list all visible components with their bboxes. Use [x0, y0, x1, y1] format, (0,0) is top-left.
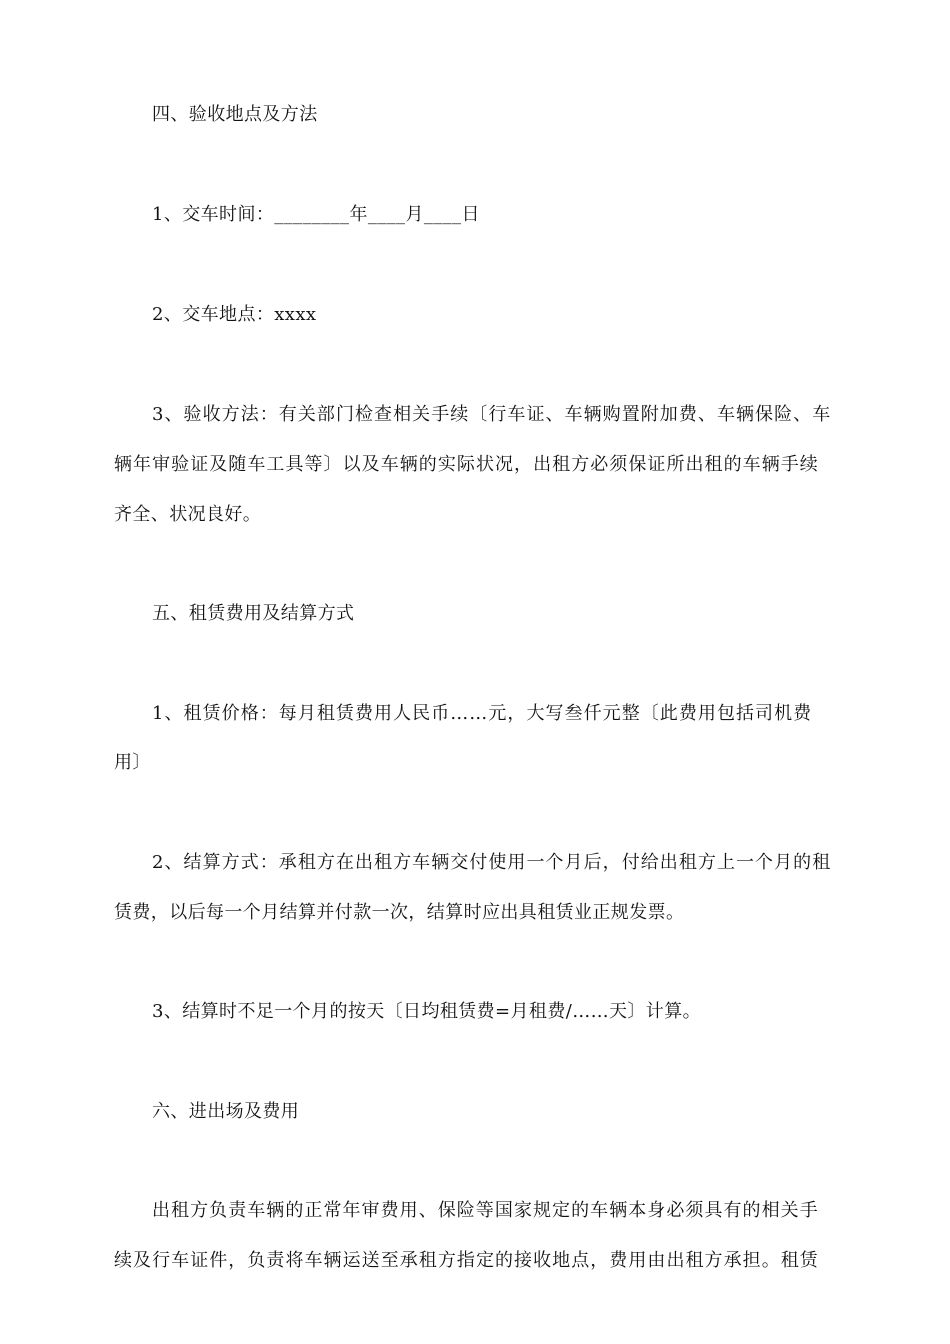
paragraph-line: 3、验收方法：有关部门检查相关手续〔行车证、车辆购置附加费、车辆保险、车	[152, 404, 832, 425]
paragraph-line: 1、租赁价格：每月租赁费用人民币……元，大写叁仟元整〔此费用包括司机费	[152, 703, 813, 724]
paragraph-line: 齐全、状况良好。	[114, 504, 262, 525]
paragraph-line: 辆年审验证及随车工具等〕以及车辆的实际状况，出租方必须保证所出租的车辆手续	[114, 454, 819, 475]
paragraph-line: 用〕	[114, 752, 151, 773]
paragraph: 1、交车时间：________年____月____日	[152, 204, 480, 225]
section-heading: 五、租赁费用及结算方式	[152, 603, 355, 624]
paragraph: 3、结算时不足一个月的按天〔日均租赁费=月租费/……天〕计算。	[152, 1001, 701, 1022]
paragraph-line: 出租方负责车辆的正常年审费用、保险等国家规定的车辆本身必须具有的相关手	[152, 1200, 819, 1221]
paragraph-line: 2、结算方式：承租方在出租方车辆交付使用一个月后，付给出租方上一个月的租	[152, 852, 832, 873]
paragraph-line: 续及行车证件，负责将车辆运送至承租方指定的接收地点，费用由出租方承担。租赁	[114, 1250, 819, 1271]
section-heading: 四、验收地点及方法	[152, 104, 318, 125]
section-heading: 六、进出场及费用	[152, 1101, 300, 1122]
paragraph-line: 赁费，以后每一个月结算并付款一次，结算时应出具租赁业正规发票。	[114, 902, 685, 923]
paragraph: 2、交车地点：xxxx	[152, 304, 317, 325]
